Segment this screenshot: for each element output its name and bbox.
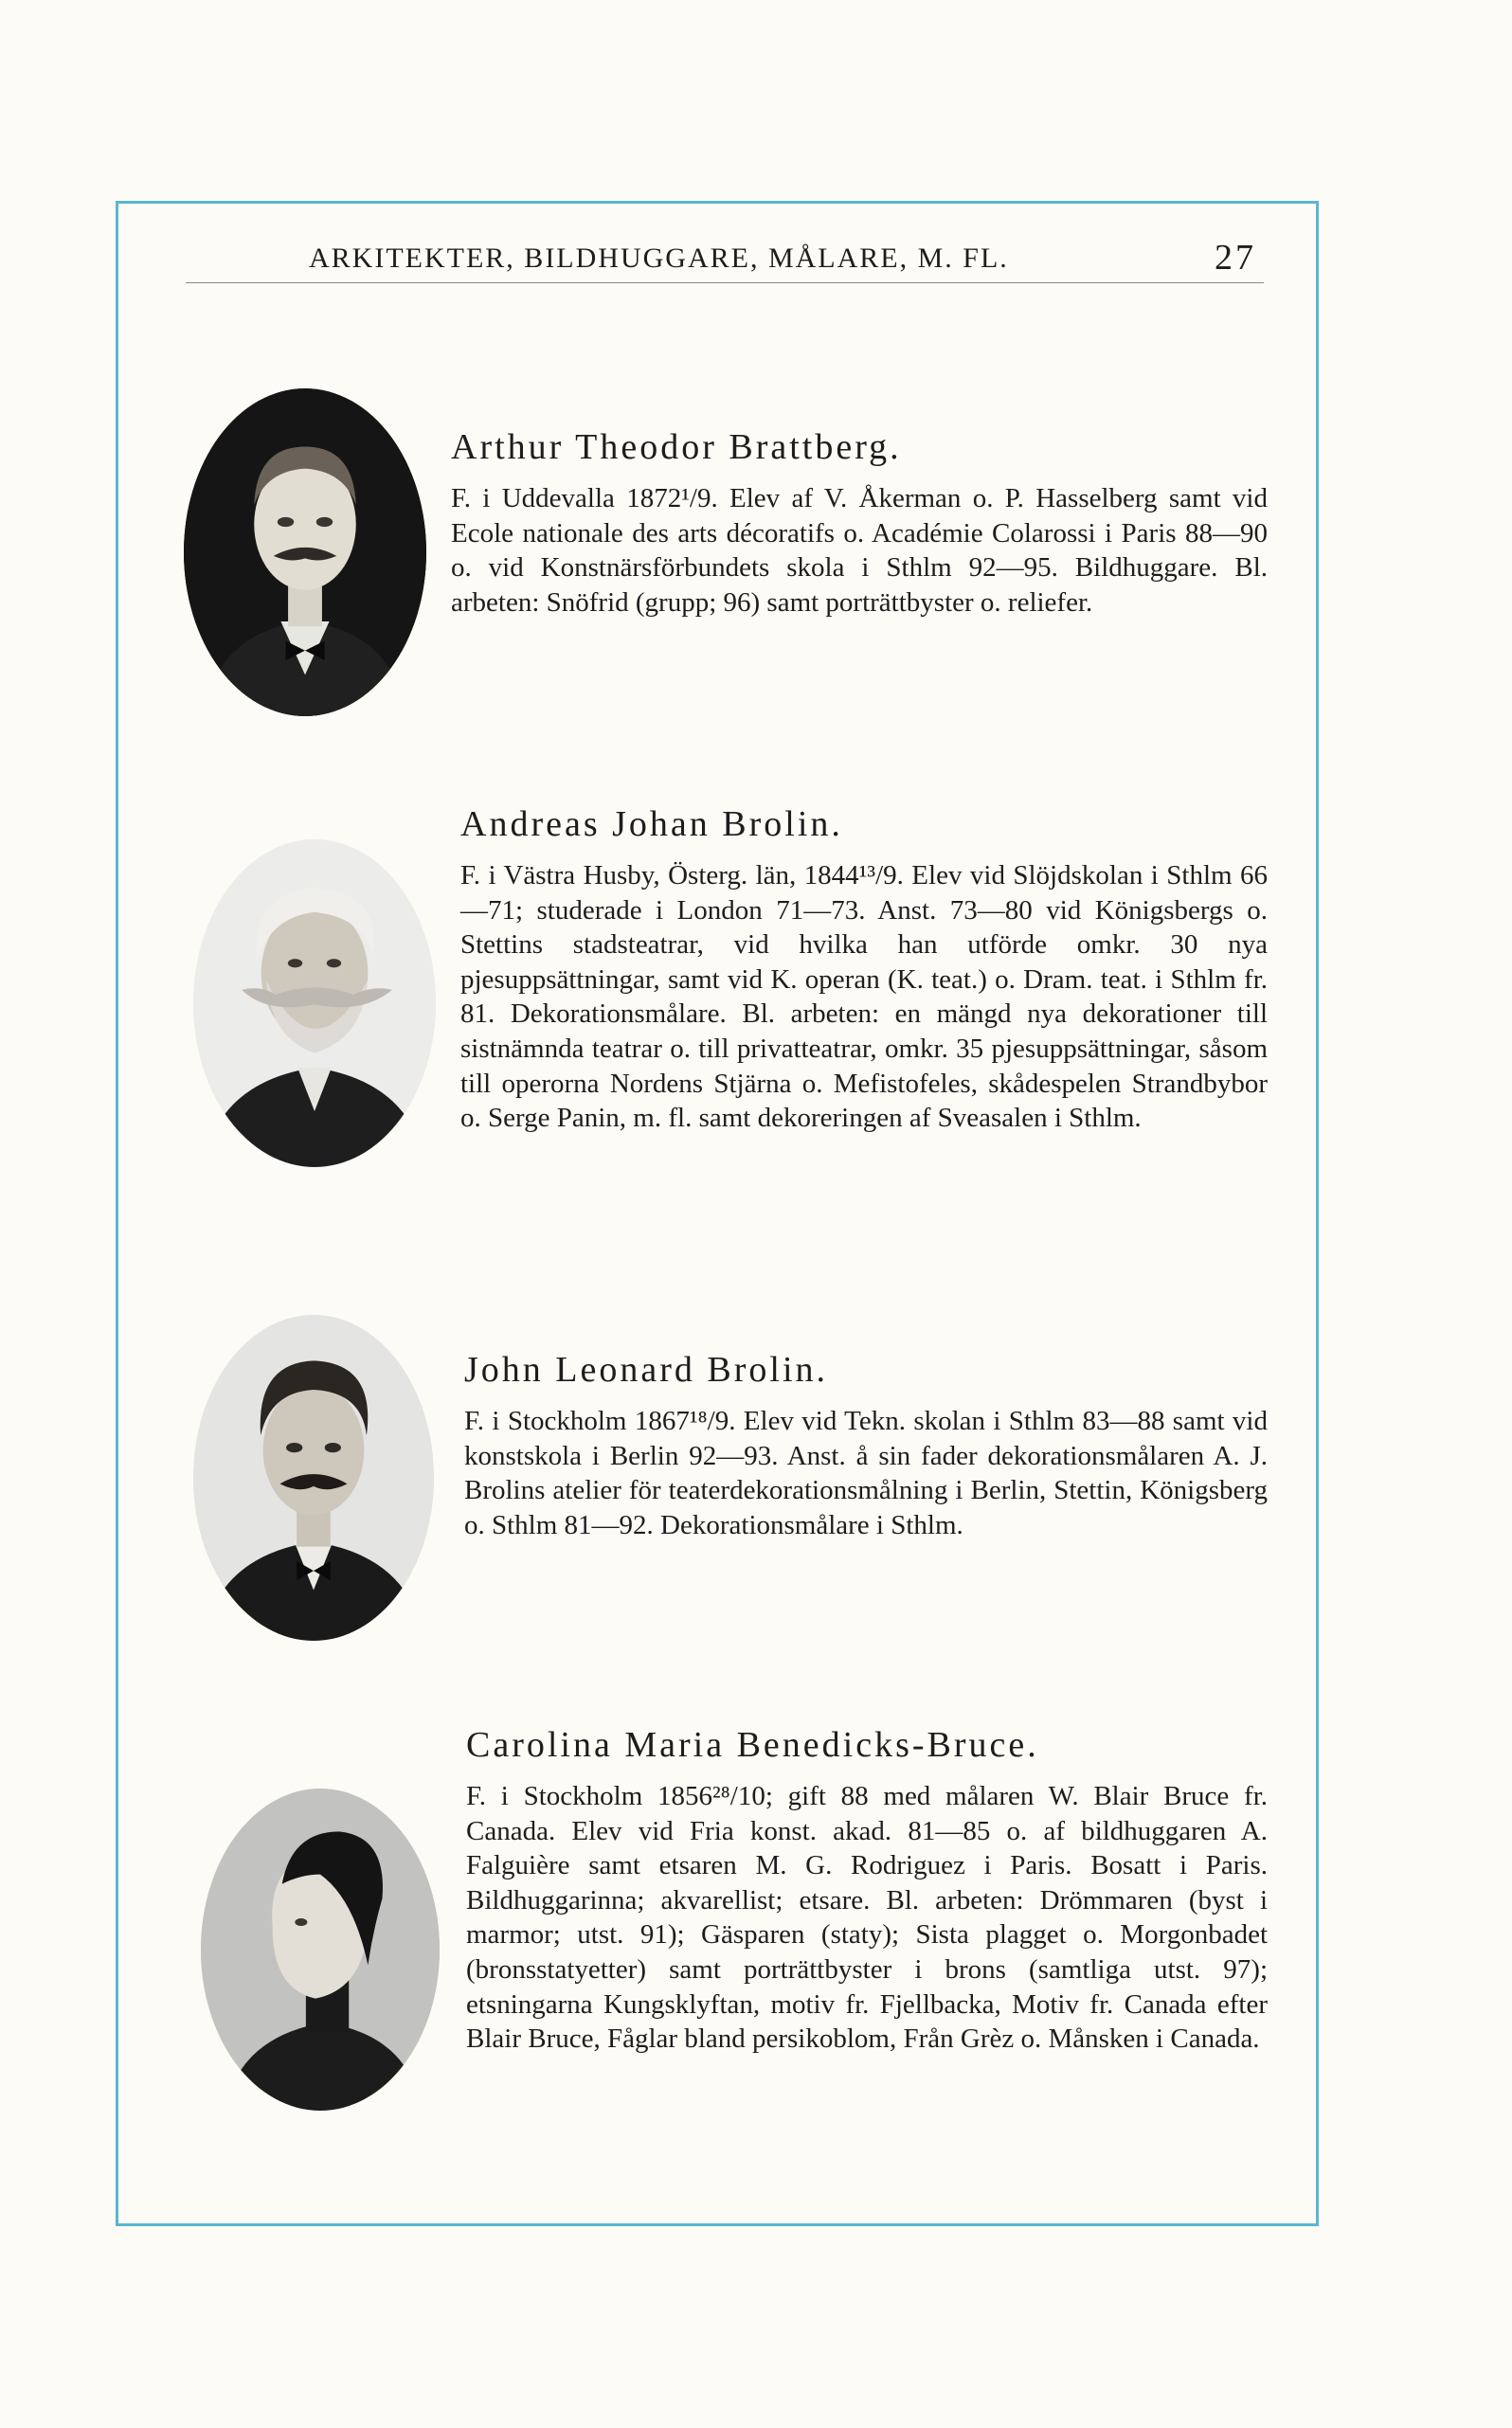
entry-biography: F. i Uddevalla 1872¹/9. Elev af V. Åkerman o. P. Hasselberg samt vid Ecole nationale des arts décoratifs o. Académie Colarossi i Paris 88—90 o. vid Konstnärsförbundets skola i Sthlm 92—95. Bildhuggare. Bl. arbeten: Snöfrid (grupp; 96) samt porträttbyster o. reliefer. (451, 483, 1268, 618)
portrait-photo (193, 839, 436, 1167)
page-number: 27 (1215, 238, 1256, 278)
running-title: ARKITEKTER, BILDHUGGARE, MÅLARE, M. FL. (309, 243, 1009, 274)
running-header (186, 237, 1264, 283)
entry-biography: F. i Stockholm 1867¹⁸/9. Elev vid Tekn. skolan i Sthlm 83—88 samt vid konstskola i Berlin 92—93. Anst. å sin fader dekorationsmålaren A. J. Brolins atelier för teaterdekorationsmålning i Berlin, Stettin, Königsberg o. Sthlm 81—92. Dekorationsmålare i Sthlm. (464, 1406, 1268, 1540)
entry-name: John Leonard Brolin. (464, 1350, 829, 1390)
portrait-photo (193, 1315, 434, 1641)
entry-name: Carolina Maria Benedicks-Bruce. (466, 1725, 1039, 1765)
entry-name: Arthur Theodor Brattberg. (451, 427, 902, 467)
entry-biography: F. i Västra Husby, Österg. län, 1844¹³/9. Elev vid Slöjdskolan i Sthlm 66—71; studerade i London 71—73. Anst. 73—80 vid Königsbergs o. Stettins stadsteatrar, vid hvilka han utförde omkr. 30 nya pjesuppsättningar, samt vid K. operan (K. teat.) o. Dram. teat. i Sthlm fr. 81. Dekorationsmålare. Bl. arbeten: en mängd nya dekorationer till sistnämnda teatrar o. till privatteatrar, omkr. 35 pjesuppsättningar, såsom till operorna Nordens Stjärna o. Mefistofeles, skådespelen Strandbybor o. Serge Panin, m. fl. samt dekoreringen af Sveasalen i Sthlm. (460, 860, 1268, 1134)
entry-biography: F. i Stockholm 1856²⁸/10; gift 88 med målaren W. Blair Bruce fr. Canada. Elev vid Fria konst. akad. 81—85 o. af bildhuggaren A. Falguière samt etsaren M. G. Rodriguez i Paris. Bosatt i Paris. Bildhuggarinna; akvarellist; etsare. Bl. arbeten: Drömmaren (byst i marmor; utst. 91); Gäsparen (staty); Sista plagget o. Morgonbadet (bronsstatyetter) samt porträttbyster i brons (samtliga utst. 97); etsningarna Kungsklyftan, motiv fr. Fjellbacka, Motiv fr. Canada efter Blair Bruce, Fåglar bland persikoblom, Från Grèz o. Månsken i Canada. (466, 1781, 1268, 2055)
entry-name: Andreas Johan Brolin. (460, 804, 843, 844)
portrait-photo (184, 388, 426, 716)
portrait-photo (201, 1789, 440, 2111)
